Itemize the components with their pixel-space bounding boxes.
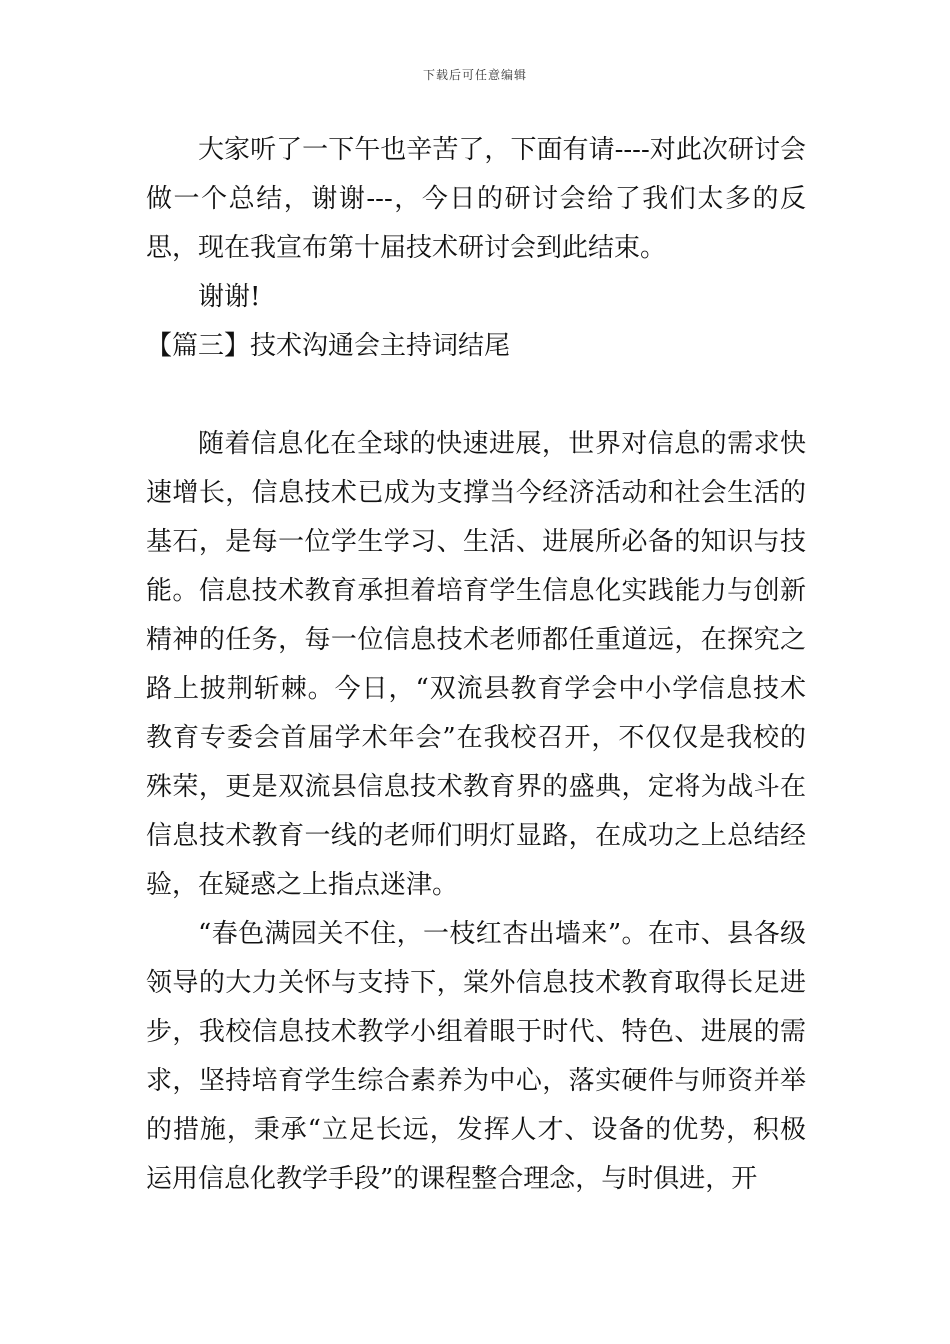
body-paragraph-1: 随着信息化在全球的快速进展，世界对信息的需求快速增长，信息技术已成为支撑当今经济活动和社会生活的基石，是每一位学生学习、生活、进展所必备的知识与技能。信息技术教育承担着培育学生信息化实践能力与创新精神的任务，每一位信息技术老师都任重道远，在探究之路上披荆斩棘。今日，“双流县教育学会中小学信息技术教育专委会首届学术年会”在我校召开，不仅仅是我校的殊荣，更是双流县信息技术教育界的盛典，定将为战斗在信息技术教育一线的老师们明灯显路，在成功之上总结经验，在疑惑之上指点迷津。 xyxy=(146,429,806,900)
section-title: 【篇三】技术沟通会主持词结尾 xyxy=(146,331,511,361)
page-header: 下载后可任意编辑 xyxy=(422,68,527,82)
body-paragraph-2: “春色满园关不住，一枝红杏出墙来”。在市、县各级领导的大力关怀与支持下，棠外信息技术教育取得长足进步，我校信息技术教学小组着眼于时代、特色、进展的需求，坚持培育学生综合素养为中心，落实硬件与师资并举的措施，秉承“立足长远，发挥人才、设备的优势，积极运用信息化教学手段”的课程整合理念，与时俱进，开 xyxy=(146,919,806,1194)
thanks-paragraph: 谢谢! xyxy=(198,282,261,312)
document-body xyxy=(146,126,806,1204)
closing-paragraph: 大家听了一下午也辛苦了，下面有请----对此次研讨会做一个总结，谢谢---，今日的研讨会给了我们太多的反思，现在我宣布第十届技术研讨会到此结束。 xyxy=(146,135,806,263)
blank-line xyxy=(146,371,806,420)
